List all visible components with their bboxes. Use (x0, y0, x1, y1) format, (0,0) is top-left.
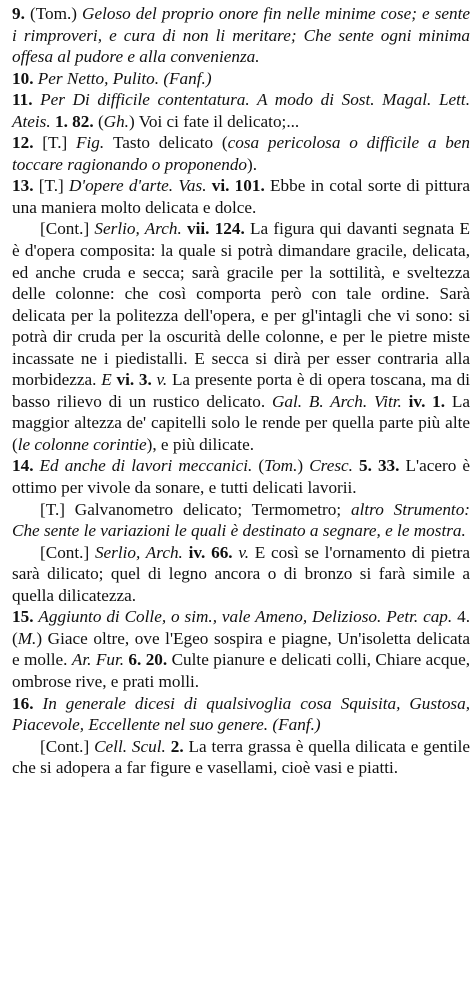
text-run: La presente porta è di opera toscana, ma di basso rilievo di un rustico delicato. (12, 370, 470, 411)
text-run: altro Strumento: Che sente le variazioni le quali è destinato a segnare, e le mostra. (12, 499, 471, 541)
entry-16-citation-cellini (12, 736, 470, 779)
text-run: [Cont.] (40, 219, 95, 239)
entry-14 (12, 455, 470, 498)
text-run: ( (97, 111, 104, 131)
text-run: Culte pianure e delicati colli, Chiare acque, ombrose rive, e prati molli. (12, 650, 470, 691)
text-run: [Cont.] (40, 736, 95, 756)
text-run: 5. 33. (359, 456, 406, 476)
entry-14-citation-serlio (12, 542, 470, 607)
entry-15 (12, 606, 470, 692)
text-run: Per Di difficile contentatura. A modo di Sost. Magal. Lett. Ateis. (12, 90, 470, 131)
text-run: vi. 3. (116, 370, 157, 390)
entry-12 (12, 132, 470, 175)
text-run: Tom. (264, 456, 298, 476)
text-run: vii. 124. (187, 219, 251, 239)
text-run: In generale dicesi di qualsivoglia cosa Squisita, Gustosa, Piacevole, Eccellente nel suo genere. (Fanf.) (12, 693, 470, 735)
entry-10 (12, 68, 470, 90)
text-run: le colonne corintie (17, 434, 147, 454)
text-run: E così se l'ornamento di pietra sarà dilicato; quel di legno ancora o di bronzo si farà simile a quella dilicatezza. (12, 542, 470, 605)
text-run: 15. (12, 607, 39, 627)
text-run: 16. (12, 693, 43, 713)
text-run: ) Giace oltre, ove l'Egeo sospira e piagne, Un'isoletta delicata e molle. (12, 628, 470, 670)
entry-11 (12, 89, 470, 132)
text-run: v. (156, 370, 172, 390)
text-run: Gh. (103, 111, 129, 131)
text-run: Ebbe in cotal sorte di pittura una maniera molto delicata e dolce. (12, 176, 471, 217)
text-run: v. (238, 542, 255, 562)
text-run: [T.] (38, 176, 69, 196)
entry-14-galvanometro (12, 499, 470, 542)
text-run: Gal. B. Arch. Vitr. (271, 391, 409, 411)
text-run: iv. 1. (408, 391, 452, 411)
entry-13 (12, 175, 470, 218)
text-run: 11. (12, 90, 41, 110)
text-run: ). (247, 154, 258, 174)
text-run: Per Netto, Pulito. (Fanf.) (37, 68, 212, 88)
text-run: ( (258, 456, 265, 476)
text-run: 2. (170, 736, 189, 756)
text-run: [T.] (42, 133, 77, 153)
text-run: [T.] Galvanometro delicato; Termometro; (40, 499, 351, 519)
text-run: (Tom.) (29, 4, 83, 23)
text-run: M. (17, 628, 37, 648)
text-run: Ed anche di lavori meccanici. (39, 456, 259, 476)
text-run: ) (297, 456, 310, 476)
text-run: ), e più dilicate. (146, 434, 254, 454)
text-run: Serlio, Arch. (94, 542, 189, 562)
text-run: iv. 66. (188, 542, 239, 562)
text-run: Tasto delicato ( (112, 133, 228, 153)
text-run: Ar. Fur. (71, 650, 129, 670)
text-run: vi. 101. (211, 176, 271, 196)
text-run: 14. (12, 456, 40, 476)
entry-9 (12, 3, 470, 68)
text-run: 6. 20. (128, 650, 172, 670)
text-run: Geloso del proprio onore fin nelle minime cose; e sente i rimproveri, e cura di non li meritare; Che sente ogni minima offesa al pudore e alla convenienza. (12, 4, 471, 67)
text-run: cosa pericolosa o difficile a ben toccare ragionando o proponendo (12, 133, 471, 174)
text-run: [Cont.] (40, 542, 95, 562)
text-run: L'acero è ottimo per vivole da sonare, e tutti delicati lavorii. (12, 456, 471, 498)
text-run: 13. (12, 176, 39, 196)
text-run: 9. (12, 4, 30, 23)
text-run: La figura qui davanti segnata E è d'opera composita: la quale si potrà dimandare gracile, delicata, ed anche cruda e secca; sarà gracile per la sottilità, e sveltezza delle colonne: che così comporta però con tale ordine. Sarà delicata per la politezza dell'opera, e per gl'intagli che vi sono: si potrà dir cruda per la oscurità delle colonne, e per le pietre miste incassate ne i piedistalli. E secca si dirà per esser contraria alla morbidezza. (12, 219, 470, 390)
text-run: Cresc. (309, 456, 360, 476)
text-run: La maggior altezza de' capitelli solo le rende per quella parte più alte ( (12, 391, 471, 454)
text-run: 4. ( (12, 607, 470, 648)
text-run: 1. 82. (54, 111, 98, 131)
entry-13-citation-serlio (12, 218, 470, 455)
entry-16 (12, 693, 470, 736)
text-run: ) Voi ci fate il delicato;... (128, 111, 300, 131)
text-run: La terra grassa è quella dilicata e gentile che si adopera a far figure e vasellami, cioè vasi e piatti. (12, 736, 470, 778)
text-run: D'opere d'arte. Vas. (68, 176, 212, 196)
text-run: Aggiunto di Colle, o sim., vale Ameno, Delizioso. Petr. cap. (38, 607, 458, 627)
text-run: Fig. (76, 133, 113, 153)
text-run: 12. (12, 133, 43, 153)
text-run: 10. (12, 68, 38, 88)
text-run: E (101, 370, 117, 390)
text-run: Serlio, Arch. (94, 219, 188, 239)
text-run: Cell. Scul. (94, 736, 171, 756)
